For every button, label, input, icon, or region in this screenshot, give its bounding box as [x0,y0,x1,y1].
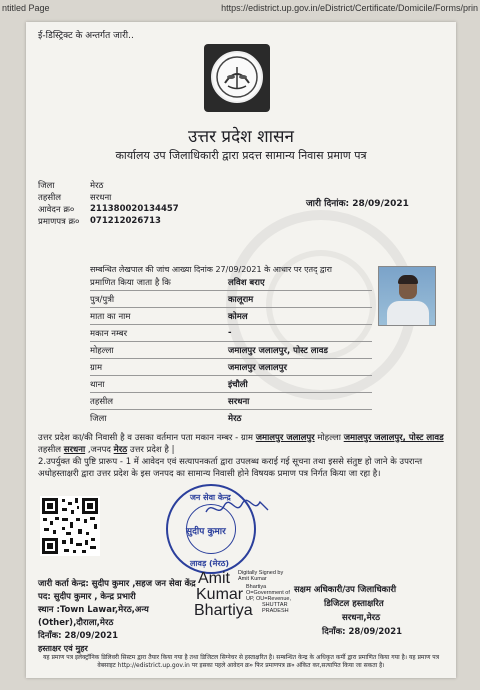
detail-value-police-station: इंचौली [228,380,248,390]
authority-title: सक्षम अधिकारी/उप जिलाधिकारी [294,585,397,595]
certificate-number-value: 071212026713 [90,216,161,226]
detail-divider [90,341,372,342]
certificate-number-label: प्रमाणपत्र क्र० [38,217,80,227]
detail-value-tehsil: सरधना [228,397,250,407]
detail-label-locality: मोहल्ला [90,346,114,356]
para-text: मोहल्ला [314,433,344,443]
issuer-center: जारी कर्ता केन्द्र: सुदीप कुमार ,सहज जन सेवा केंद्र [38,579,196,589]
detail-value-locality: जमालपुर जलालपुर, पोस्ट लावड [228,346,328,356]
para-village: जमालपुर जलालपुर [255,433,315,443]
digsig-name-1: Amit [198,570,230,587]
district-scheme-note: ई-डिस्ट्रिक्ट के अन्तर्गत जारी.. [38,31,134,41]
authority-place: सरधना,मेरठ [342,613,381,623]
para-text: उत्तर प्रदेश है | [127,445,175,455]
detail-label-parent: पुत्र/पुत्री [90,295,115,305]
detail-label-district: जिला [90,414,107,424]
applicant-photo [378,266,436,326]
issuer-place: स्थान :Town Lawar,मेरठ,अन्य [38,605,149,615]
stamp-name: सुदीप कुमार [186,527,226,537]
detail-value-village: जमालपुर जलालपुर [228,363,287,373]
detail-label-tehsil: तहसील [90,397,114,407]
authority-date: दिनाँक: 28/09/2021 [322,627,403,637]
handwritten-signature [204,498,270,520]
digsig-detail: Amit Kumar [238,576,267,582]
detail-label-certified: प्रमाणित किया जाता है कि [90,278,171,288]
detail-divider [90,409,372,410]
digsig-detail: Digitally Signed by [238,570,284,576]
government-title: उत्तर प्रदेश शासन [188,127,294,147]
detail-value-mother: कोमल [228,312,248,322]
detail-label-mother: माता का नाम [90,312,131,322]
issuer-post: पद: सुदीप कुमार , केन्द्र प्रभारी [38,592,136,602]
stamp-bottom-text: लावड़ (मेरठ) [190,559,230,568]
certificate-document [26,22,456,678]
application-number-label: आवेदन क्र० [38,205,75,215]
detail-label-police-station: थाना [90,380,105,390]
page-tab-title: ntitled Page [2,3,50,13]
para-text: उत्तर प्रदेश का/की निवासी है व उसका वर्तमान पता मकान नम्बर - ग्राम [38,433,256,443]
para-text: ,जनपद [85,445,114,455]
photo-shirt [387,301,429,326]
issuer-place-cont: (Other),दौराला,मेरठ [38,618,114,628]
page-url: https://edistrict.up.gov.in/eDistrict/Certificate/Domicile/Forms/prin [221,3,478,13]
up-government-emblem-icon [204,44,270,112]
para-tehsil: सरधना [63,445,86,455]
tehsil-label: तहसील [38,193,62,203]
tehsil-value: सरधना [90,193,112,203]
detail-divider [90,307,372,308]
detail-label-house: मकान नम्बर [90,329,128,339]
district-label: जिला [38,181,55,191]
detail-divider [90,392,372,393]
emblem-ring [211,51,263,103]
photo-hair [398,275,418,284]
detail-label-village: ग्राम [90,363,103,373]
authority-digital-signed: डिजिटल हस्ताक्षरित [324,599,384,609]
detail-divider [90,324,372,325]
address-paragraph [38,432,444,456]
detail-value-district: मेरठ [228,414,242,424]
stamp-top-text: जन सेवा केन्द्र [190,493,231,502]
verification-qr-code [40,496,100,556]
issuer-signature-seal-label: हस्ताक्षर एवं मुहर [38,644,88,653]
para-text: तहसील [38,445,64,455]
emblem-bow-fish-icon [213,53,261,101]
digsig-detail: UP, OU=Revenue, [246,596,291,602]
confirmation-paragraph: 2.उपर्युक्त की पुष्टि प्रारूप - 1 में आवेदन एवं सत्यापनकर्ता द्वारा उपलब्ध कराई गई सूचना तथा इससे संतुष्ट हो जाने के उपरान्त अधोहस्ताक्षरी द्वारा उत्तर प्रदेश के इस जनपद का सामान्य निवासी होने विषयक प्रमाण पत्र निर्गत किया जा रहा है। [38,457,423,479]
digsig-detail: PRADESH [262,608,289,614]
detail-value-name: लविश बराए [228,278,265,288]
browser-bar [0,0,480,16]
issue-date: जारी दिनांक: 28/09/2021 [306,199,409,209]
application-number-value: 211380020134457 [90,204,179,214]
digsig-name-2: Kumar [196,586,244,603]
digsig-name-3: Bhartiya [194,602,253,619]
digsig-detail: O=Government of [246,590,290,596]
verification-intro: सम्बन्धित लेखपाल की जांच आख्या दिनांक 27/09/2021 के आधार पर एतद् द्वारा [90,265,332,274]
detail-divider [90,290,372,291]
verification-footnote: यह प्रमाण पत्र इलेक्ट्रॉनिक डिलिवरी सिस्टम द्वारा तैयार किया गया है तथा डिजिटल सिग्नेचर से हस्ताक्षरित है। सम्बन्धित केन्द्र के अधिकृत कर्मी द्वारा प्रमाणित किया गया है। यह प्रमाण पत्र वेबसाइट http://edistrict.up.gov.in पर इसका पहले आवेदन क्र० फिर प्रमाणपत्र क्र० अंकित कर,सत्यापित किया जा सकता है। [42,654,440,669]
detail-divider [90,358,372,359]
detail-value-house: - [228,328,232,338]
detail-divider [90,375,372,376]
para-locality: जमालपुर जलालपुर, पोस्ट लावड [343,433,444,443]
issuer-date: दिनाँक: 28/09/2021 [38,631,119,641]
digsig-detail: SHUTTAR [262,602,288,608]
detail-value-parent: कालूराम [228,295,254,305]
digsig-detail: Bhartiya [246,584,267,590]
certificate-subtitle: कार्यालय उप जिलाधिकारी द्वारा प्रदत्त सामान्य निवास प्रमाण पत्र [115,149,367,162]
district-value: मेरठ [90,181,104,191]
para-district: मेरठ [113,445,128,455]
